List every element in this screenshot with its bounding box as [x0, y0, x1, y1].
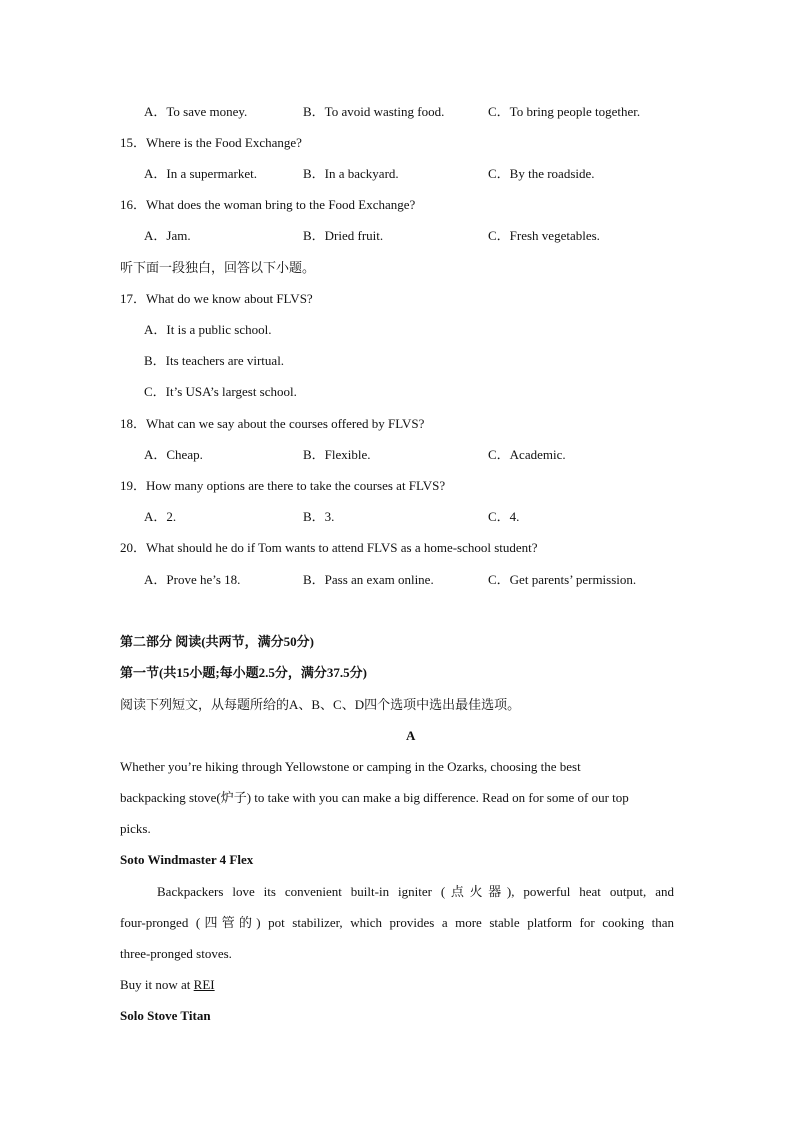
reading-instructions: 阅读下列短文，从每题所给的A、B、C、D四个选项中选出最佳选项。 — [120, 697, 521, 712]
rei-link[interactable]: REI — [193, 977, 215, 992]
intro-line-1: Whether you’re hiking through Yellowstone or camping in the Ozarks, choosing the best — [120, 759, 581, 774]
q19-stem: 19．How many options are there to take the courses at FLVS? — [120, 478, 446, 493]
product1-buy-line — [120, 977, 215, 993]
q20-option-b: B．Pass an exam online. — [303, 572, 434, 587]
q15-stem: 15．Where is the Food Exchange? — [120, 135, 302, 150]
intro-line-3: picks. — [120, 821, 151, 836]
part2-title: 第二部分 阅读(共两节，满分50分) — [120, 634, 314, 649]
q20-option-c: C．Get parents’ permission. — [488, 572, 637, 587]
q20-option-a: A．Prove he’s 18. — [144, 572, 241, 587]
q18-stem: 18．What can we say about the courses offered by FLVS? — [120, 416, 425, 431]
product2-name: Solo Stove Titan — [120, 1008, 211, 1023]
product1-desc-line-3: three-pronged stoves. — [120, 946, 232, 961]
q15-option-b: B．In a backyard. — [303, 166, 399, 181]
q14-option-c: C．To bring people together. — [488, 104, 641, 119]
q15-option-a: A．In a supermarket. — [144, 166, 257, 181]
q19-option-c: C．4. — [488, 509, 520, 524]
q14-option-b: B．To avoid wasting food. — [303, 104, 445, 119]
q16-option-a: A．Jam. — [144, 228, 191, 243]
q18-option-a: A．Cheap. — [144, 447, 203, 462]
q20-stem: 20．What should he do if Tom wants to attend FLVS as a home-school student? — [120, 540, 538, 555]
q18-option-c: C．Academic. — [488, 447, 566, 462]
q15-option-c: C．By the roadside. — [488, 166, 595, 181]
q19-option-b: B．3. — [303, 509, 335, 524]
monologue-intro: 听下面一段独白，回答以下小题。 — [120, 260, 316, 275]
q19-option-a: A．2. — [144, 509, 177, 524]
product1-name: Soto Windmaster 4 Flex — [120, 852, 254, 867]
intro-line-2: backpacking stove(炉子) to take with you can make a big difference. Read on for some of our top — [120, 790, 629, 805]
q18-option-b: B．Flexible. — [303, 447, 371, 462]
q16-stem: 16．What does the woman bring to the Food Exchange? — [120, 197, 416, 212]
section1-title: 第一节(共15小题;每小题2.5分，满分37.5分) — [120, 665, 367, 680]
buy-prefix: Buy it now at — [120, 977, 194, 992]
passage-label: A — [406, 728, 416, 743]
q14-option-a: A．To save money. — [144, 104, 248, 119]
q17-option-a: A．It is a public school. — [144, 322, 272, 337]
q16-option-b: B．Dried fruit. — [303, 228, 384, 243]
q16-option-c: C．Fresh vegetables. — [488, 228, 600, 243]
q17-option-c: C．It’s USA’s largest school. — [144, 384, 297, 399]
product1-desc-line-2: four-pronged (四管的) pot stabilizer, which provides a more stable platform for cooking than — [120, 915, 674, 930]
product1-desc-line-1: Backpackers love its convenient built-in igniter (点火器), powerful heat output, and — [157, 884, 674, 899]
q17-stem: 17．What do we know about FLVS? — [120, 291, 313, 306]
q17-option-b: B．Its teachers are virtual. — [144, 353, 285, 368]
